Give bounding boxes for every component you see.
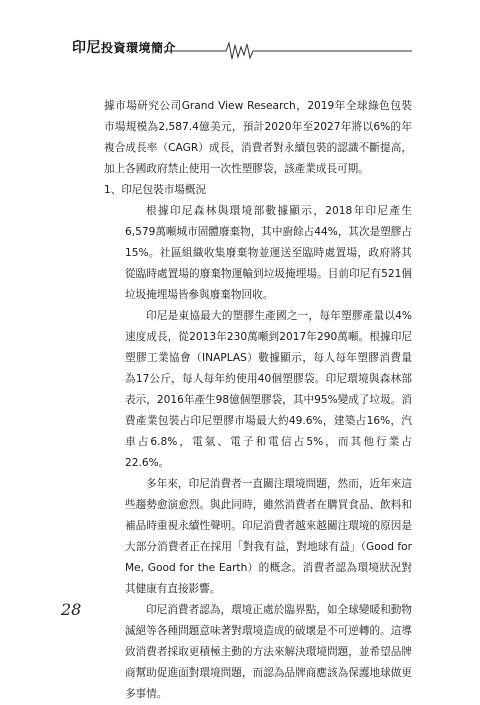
header-title-country: 印尼 [72, 40, 101, 56]
paragraph-intro: 據市場研究公司Grand View Research，2019年全球綠色包裝市場規模為2,587.4億美元，預計2020年至2027年將以6%的年複合成長率（CAGR）成長，消費者對永續包裝的認識不斷提高，加上各國政府禁止使用一次性塑膠袋，該產業成長可期。 [104, 100, 412, 175]
paragraph-plastic: 印尼是東協最大的塑膠生產國之一，每年塑膠產量以4%速度成長，從2013年230萬噸到2017年290萬噸。根據印尼塑膠工業協會（INAPLAS）數據顯示，每人每年塑膠消費量為17公斤，每人每年約使用40個塑膠袋。印尼環境與森林部表示，2016年產生98億個塑膠袋，其中95%變成了垃圾。消費產業包裝占印尼塑膠市場最大約49.6%，建築占16%，汽車占6.8%，電氣、電子和電信占5%，而其他行業占22.6%。 [125, 310, 412, 469]
header-title-subtitle: 投資環境簡介 [101, 41, 177, 55]
running-header [72, 40, 412, 62]
paragraph-environment: 印尼消費者認為，環境正處於臨界點，如全球變暖和動物滅絕等各種問題意味著對環境造成的破壞是不可逆轉的。這導致消費者採取更積極主動的方法來解決環境問題，並希望品牌商幫助促進面對環境問題，而認為品牌商應該為保護地球做更多事情。 [125, 604, 412, 700]
paragraph-consumers: 多年來，印尼消費者一直關注環境問題，然而，近年來這些趨勢愈演愈烈。與此同時，雖然消費者在購買食品、飲料和補品時重視永續性聲明。印尼消費者越來越關注環境的原因是大部分消費者正在採用「對我有益，對地球有益」（Good for Me, Good for the Earth）的概念。消費者認為環境狀況對其健康有直接影響。 [125, 478, 412, 595]
section-heading: 1、印尼包裝市場概況 [104, 184, 207, 196]
page-number: 28 [61, 600, 82, 619]
header-title [72, 40, 176, 56]
body-text [104, 96, 412, 705]
paragraph-waste: 根據印尼森林與環境部數據顯示，2018年印尼產生6,579萬噸城市固體廢棄物，其中廚餘占44%，其次是塑膠占15%。社區組織收集廢棄物並運送至臨時處置場，政府將其從臨時處置場的廢棄物運輸到垃圾掩埋場。目前印尼有521個垃圾掩埋場皆參與廢棄物回收。 [125, 205, 412, 301]
